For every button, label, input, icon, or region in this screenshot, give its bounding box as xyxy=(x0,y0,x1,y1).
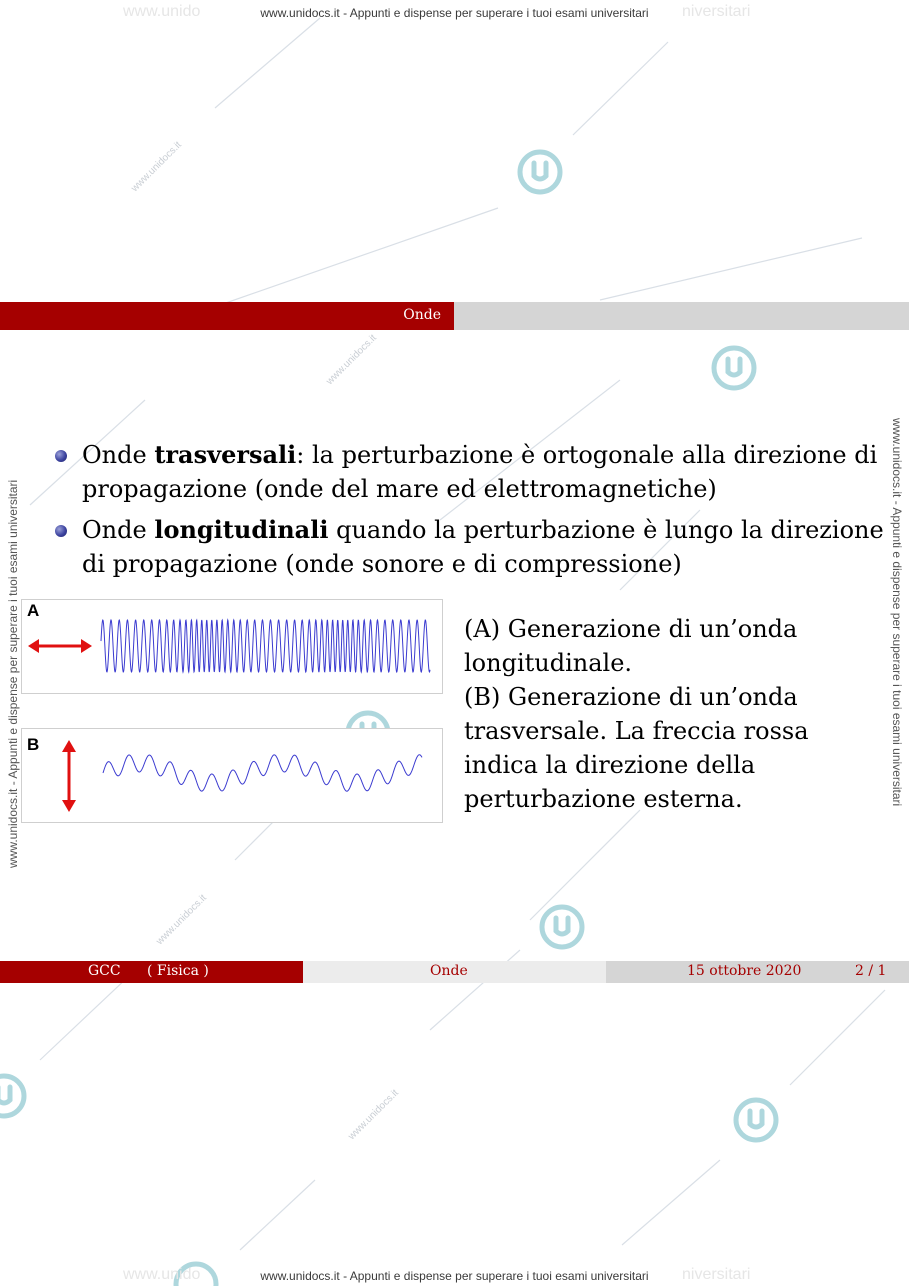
bullet-list xyxy=(55,438,885,588)
watermark-side-left: www.unidocs.it - Appunti e dispense per superare i tuoi esami universitari xyxy=(6,479,20,868)
watermark-side-right: www.unidocs.it - Appunti e dispense per superare i tuoi esami universitari xyxy=(890,418,904,807)
bullet-icon xyxy=(55,525,67,537)
transverse-wave-path xyxy=(103,755,422,791)
footer-institute: ( Fisica ) xyxy=(147,963,209,979)
ghost-watermark-left: www.unido xyxy=(123,1266,201,1283)
panel-label: B xyxy=(27,735,40,754)
ghost-watermark-right: niversitari xyxy=(682,1266,751,1283)
diagonal-watermark: www.unidocs.it xyxy=(324,332,379,388)
diagonal-watermark: www.unidocs.it xyxy=(129,139,184,195)
footer-page-number: 2 / 1 xyxy=(855,963,887,979)
longitudinal-wave-illustration xyxy=(22,600,442,693)
double-arrow-vertical-icon xyxy=(62,740,76,812)
section-title: Onde xyxy=(403,307,441,323)
diagonal-watermark: www.unidocs.it xyxy=(346,1087,401,1143)
watermark-top: www.unidocs.it - Appunti e dispense per superare i tuoi esami universitari xyxy=(260,6,649,20)
ghost-watermark-left: www.unido xyxy=(123,3,201,20)
footer-date-segment xyxy=(606,961,909,983)
bullet-icon xyxy=(55,450,67,462)
footer-title: Onde xyxy=(430,963,468,979)
figure-panel-longitudinal xyxy=(21,599,443,694)
slide-header-bar xyxy=(0,302,909,330)
diagonal-watermark: www.unidocs.it xyxy=(154,892,209,948)
list-item: Onde longitudinali quando la perturbazione è lungo la direzione di propagazione (onde sonore e di compressione) xyxy=(55,513,885,581)
longitudinal-wave-path xyxy=(101,620,430,672)
footer-author: GCC xyxy=(88,963,121,979)
slide-footer xyxy=(0,961,909,983)
ghost-watermark-right: niversitari xyxy=(682,3,751,20)
figure-panel-transverse xyxy=(21,728,443,823)
footer-date: 15 ottobre 2020 xyxy=(687,963,802,979)
footer-title-segment xyxy=(303,961,606,983)
list-item: Onde trasversali: la perturbazione è ortogonale alla direzione di propagazione (onde del mare ed elettromagnetiche) xyxy=(55,438,885,506)
watermark-bottom: www.unidocs.it - Appunti e dispense per superare i tuoi esami universitari xyxy=(260,1269,649,1283)
caption-longitudinal: (A) Generazione di un’onda longitudinale. xyxy=(464,615,798,677)
double-arrow-horizontal-icon xyxy=(28,639,92,653)
footer-author-segment xyxy=(0,961,303,983)
panel-label: A xyxy=(27,601,40,620)
figure-caption xyxy=(464,612,884,816)
transverse-wave-illustration xyxy=(22,729,442,822)
caption-transverse: (B) Generazione di un’onda trasversale. La freccia rossa indica la direzione della perturbazione esterna. xyxy=(464,683,809,813)
header-accent xyxy=(0,302,454,330)
